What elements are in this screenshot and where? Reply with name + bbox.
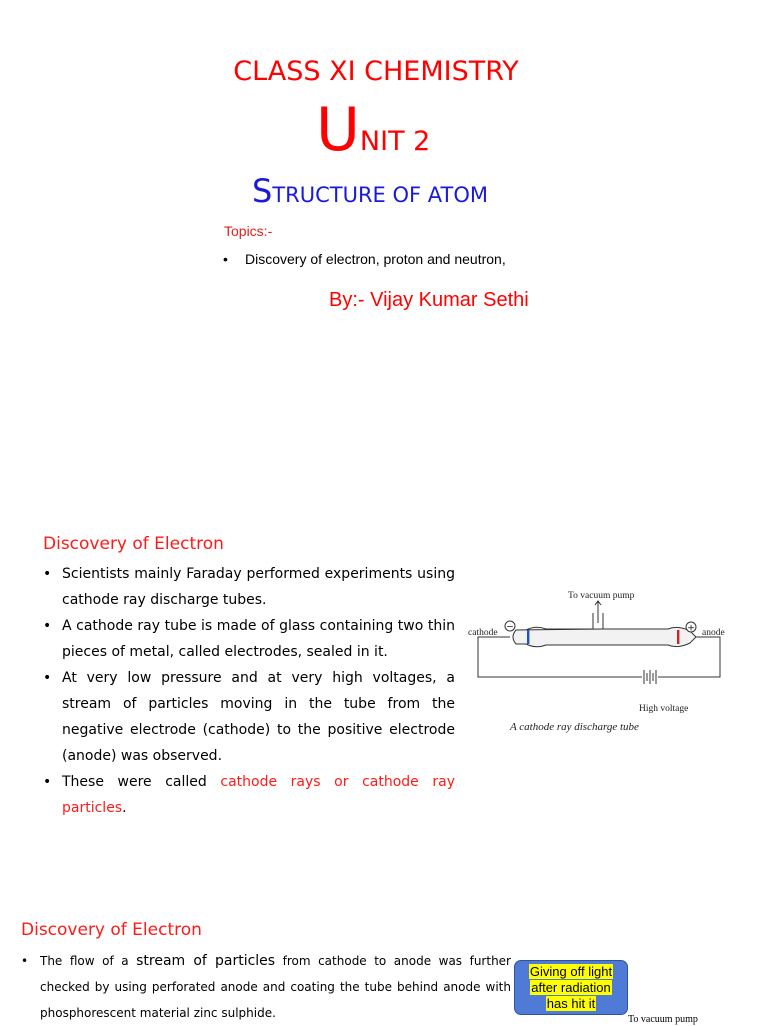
bullet-item: [43, 613, 455, 665]
callout-line: after radiation: [531, 979, 611, 995]
unit-heading: [316, 95, 431, 165]
bullet-item: [21, 948, 511, 1026]
bullet-item: [43, 561, 455, 613]
topic-item-text: Discovery of electron, proton and neutron,: [245, 251, 506, 267]
plus-terminal-icon: [686, 622, 696, 634]
bullet-text: Scientists mainly Faraday performed experiments using cathode ray discharge tubes.: [62, 566, 455, 608]
unit-rest: NIT 2: [359, 126, 431, 157]
anode-electrode: [677, 630, 679, 644]
slide-title: Discovery of Electron: [43, 534, 224, 554]
course-title: CLASS XI CHEMISTRY: [233, 56, 519, 87]
author-byline: By:- Vijay Kumar Sethi: [329, 289, 529, 311]
bullet-text-emphasis: stream of particles: [136, 953, 276, 969]
slide-title: Discovery of Electron: [21, 920, 202, 940]
vacuum-pump-label-clipped: To vacuum pump: [628, 1014, 698, 1025]
callout-box: [514, 960, 628, 1015]
topic-item: [223, 251, 506, 267]
bullet-item: [43, 665, 455, 769]
title-slide: [0, 0, 768, 500]
bullet-glyph: •: [43, 566, 52, 582]
bullet-text: At very low pressure and at very high voltages, a stream of particles moving in the tube from the negative electrode (cathode) to the positive electrode (anode) was observed.: [62, 670, 455, 764]
bullet-glyph: •: [43, 774, 52, 790]
bullet-text: A cathode ray tube is made of glass containing two thin pieces of metal, called electrodes, sealed in it.: [62, 618, 455, 660]
glass-tube: [513, 627, 696, 647]
high-voltage-label: High voltage: [639, 704, 689, 714]
bullet-glyph: •: [43, 618, 52, 634]
bullet-glyph: •: [21, 954, 29, 968]
cathode-label: cathode: [468, 628, 498, 638]
bullet-text-a: The flow of a: [40, 954, 137, 968]
callout-line: Giving off light: [529, 963, 613, 979]
electron-discovery-slide-2: [0, 880, 768, 1024]
svg-text:−: −: [506, 622, 514, 633]
vacuum-pump-label: To vacuum pump: [568, 591, 635, 601]
minus-terminal-icon: [505, 621, 515, 633]
cathode-electrode: [527, 630, 529, 644]
callout-line: has hit it: [546, 995, 596, 1011]
bullet-list: [21, 948, 511, 1026]
anode-label: anode: [702, 628, 725, 638]
bullet-item: [43, 769, 455, 821]
svg-text:+: +: [687, 623, 695, 634]
chapter-initial: S: [252, 172, 273, 210]
cathode-ray-tube-diagram: [464, 585, 728, 735]
battery-icon: [644, 670, 656, 684]
vacuum-pump-outlet: [593, 601, 603, 629]
chapter-rest: TRUCTURE OF ATOM: [272, 183, 488, 207]
bullet-text-c: from cathode to anode was further checked by using perforated anode and coating the tube behind anode with phosphorescent material zinc sulphide.: [40, 954, 511, 1020]
diagram-caption: A cathode ray discharge tube: [510, 721, 639, 733]
bullet-glyph: •: [223, 251, 228, 267]
bullet-text-suffix: .: [122, 800, 127, 816]
chapter-heading: [252, 172, 488, 210]
unit-initial: U: [316, 95, 360, 165]
bullet-text-prefix: These were called: [62, 774, 221, 790]
highlighted-term: cathode rays or cathode ray particles: [62, 774, 455, 816]
bullet-list: [43, 561, 455, 821]
bullet-glyph: •: [43, 670, 52, 686]
topics-label: Topics:-: [224, 223, 273, 239]
